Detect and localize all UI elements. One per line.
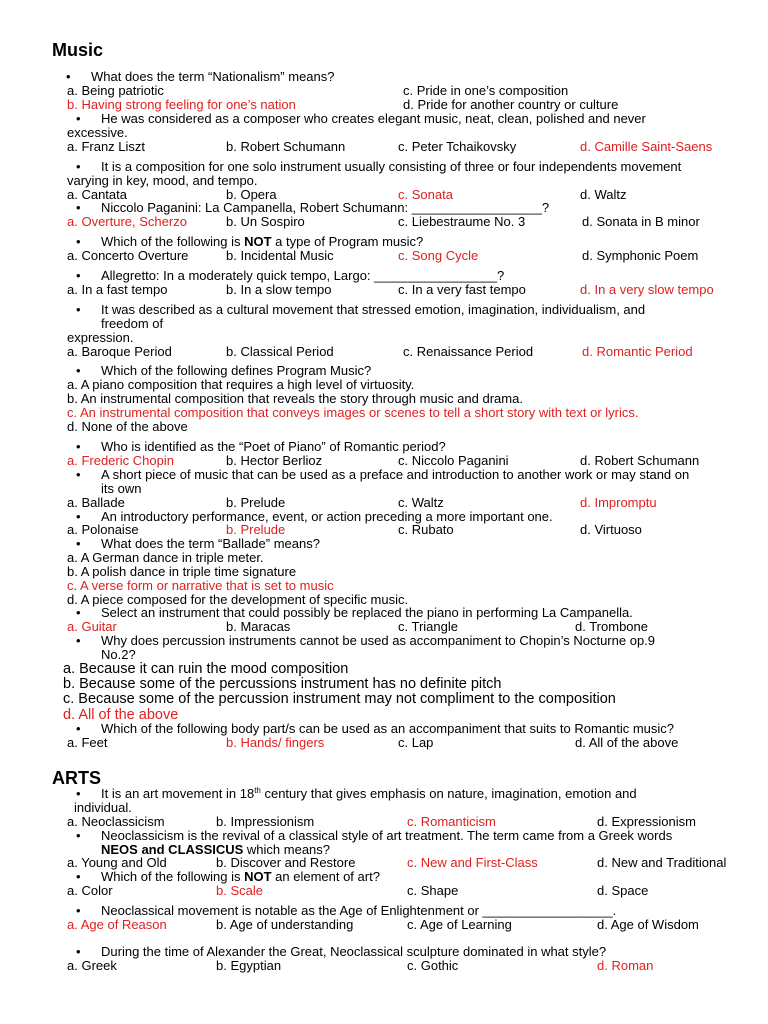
option: b. Prelude bbox=[226, 495, 286, 510]
option: c. Age of Learning bbox=[407, 917, 512, 932]
music-heading: Music bbox=[52, 40, 104, 60]
option: c. Because some of the percussion instrument may not compliment to the composition bbox=[63, 691, 616, 707]
question: • During the time of Alexander the Great, Neoclassical sculpture dominated in what style? bbox=[101, 944, 606, 959]
option: c. In a very fast tempo bbox=[398, 282, 526, 297]
option: d. Sonata in B minor bbox=[582, 214, 700, 229]
option: a. A piano composition that requires a high level of virtuosity. bbox=[67, 377, 415, 392]
correct-option: a. Age of Reason bbox=[67, 917, 167, 932]
option: b. An instrumental composition that reveals the story through music and drama. bbox=[67, 391, 523, 406]
option: d. None of the above bbox=[67, 419, 188, 434]
option: c. Pride in one’s composition bbox=[403, 83, 569, 98]
correct-option: c. New and First-Class bbox=[407, 855, 538, 870]
option: a. A German dance in triple meter. bbox=[67, 550, 264, 565]
option: b. Maracas bbox=[226, 619, 291, 634]
option: b. A polish dance in triple time signature bbox=[67, 564, 297, 579]
correct-option: d. Camille Saint-Saens bbox=[580, 139, 713, 154]
option: b. Egyptian bbox=[216, 958, 282, 973]
option: d. Robert Schumann bbox=[580, 453, 700, 468]
question: • Neoclassicism is the revival of a classical style of art treatment. The term came from a Greek words bbox=[101, 828, 672, 843]
question: • It was described as a cultural movement that stressed emotion, imagination, individualism, and bbox=[101, 302, 645, 317]
option: b. Classical Period bbox=[226, 344, 334, 359]
option: a. Color bbox=[67, 883, 113, 898]
option: b. Incidental Music bbox=[226, 248, 334, 263]
question: • Select an instrument that could possibly be replaced the piano in performing La Campanella. bbox=[101, 605, 633, 620]
option: d. All of the above bbox=[575, 735, 679, 750]
option: b. Discover and Restore bbox=[216, 855, 356, 870]
correct-option: a. Overture, Scherzo bbox=[67, 214, 187, 229]
question-cont: its own bbox=[101, 481, 142, 496]
question-cont: excessive. bbox=[67, 125, 128, 140]
question: • Which of the following is NOT an element of art? bbox=[101, 869, 380, 884]
option: d. Age of Wisdom bbox=[597, 917, 699, 932]
option: a. Being patriotic bbox=[67, 83, 164, 98]
question: • A short piece of music that can be used as a preface and introduction to another work or may stand on bbox=[101, 467, 689, 482]
option: c. Niccolo Paganini bbox=[398, 453, 509, 468]
option: d. Waltz bbox=[580, 187, 627, 202]
option: a. Greek bbox=[67, 958, 117, 973]
option: d. Expressionism bbox=[597, 814, 696, 829]
option: a. Feet bbox=[67, 735, 108, 750]
question-cont: individual. bbox=[74, 800, 132, 815]
correct-option: b. Hands/ fingers bbox=[226, 735, 325, 750]
question: • Niccolo Paganini: La Campanella, Robert Schumann: __________________? bbox=[101, 200, 549, 215]
correct-option: a. Guitar bbox=[67, 619, 117, 634]
question: • Which of the following is NOT a type of Program music? bbox=[101, 234, 423, 249]
correct-option: d. Impromptu bbox=[580, 495, 657, 510]
question: • Which of the following body part/s can be used as an accompaniment that suits to Romantic music? bbox=[101, 721, 674, 736]
option: a. Young and Old bbox=[67, 855, 167, 870]
question: • It is an art movement in 18th century that gives emphasis on nature, imagination, emotion and bbox=[101, 786, 637, 801]
correct-option: c. Song Cycle bbox=[398, 248, 479, 263]
option: c. Renaissance Period bbox=[403, 344, 534, 359]
option: a. Baroque Period bbox=[67, 344, 172, 359]
option: d. Virtuoso bbox=[580, 522, 642, 537]
question: • It is a composition for one solo instrument usually consisting of three or four independents movement bbox=[101, 159, 681, 174]
option: a. Ballade bbox=[67, 495, 125, 510]
question: • What does the term “Ballade” means? bbox=[101, 536, 320, 551]
correct-option: b. Prelude bbox=[226, 522, 286, 537]
option: b. Because some of the percussions instrument has no definite pitch bbox=[63, 676, 502, 692]
option: d. Pride for another country or culture bbox=[403, 97, 619, 112]
correct-option: d. All of the above bbox=[63, 707, 179, 723]
question: • What does the term “Nationalism” means? bbox=[91, 69, 334, 84]
correct-option: d. In a very slow tempo bbox=[580, 282, 714, 297]
option: c. Liebestraume No. 3 bbox=[398, 214, 526, 229]
question-cont: freedom of bbox=[101, 316, 164, 331]
option: a. Concerto Overture bbox=[67, 248, 189, 263]
option: c. Gothic bbox=[407, 958, 459, 973]
option: c. Shape bbox=[407, 883, 459, 898]
question-cont: NEOS and CLASSICUS which means? bbox=[101, 842, 331, 857]
option: c. Lap bbox=[398, 735, 434, 750]
option: b. Un Sospiro bbox=[226, 214, 305, 229]
correct-option: c. Romanticism bbox=[407, 814, 496, 829]
option: d. New and Traditional bbox=[597, 855, 727, 870]
correct-option: b. Scale bbox=[216, 883, 263, 898]
question-cont: expression. bbox=[67, 330, 134, 345]
option: b. Robert Schumann bbox=[226, 139, 346, 154]
option: d. Space bbox=[597, 883, 649, 898]
option: a. In a fast tempo bbox=[67, 282, 168, 297]
option: b. Age of understanding bbox=[216, 917, 354, 932]
question: • An introductory performance, event, or action preceding a more important one. bbox=[101, 509, 553, 524]
option: c. Waltz bbox=[398, 495, 444, 510]
question: • Allegretto: In a moderately quick tempo, Largo: _________________? bbox=[101, 268, 504, 283]
question-cont: varying in key, mood, and tempo. bbox=[67, 173, 258, 188]
option: a. Polonaise bbox=[67, 522, 139, 537]
option: b. Hector Berlioz bbox=[226, 453, 323, 468]
correct-option: c. Sonata bbox=[398, 187, 453, 202]
correct-option: b. Having strong feeling for one’s nation bbox=[67, 97, 296, 112]
question: • Who is identified as the “Poet of Piano” of Romantic period? bbox=[101, 439, 446, 454]
option: d. Trombone bbox=[575, 619, 648, 634]
correct-option: c. A verse form or narrative that is set to music bbox=[67, 578, 334, 593]
option: a. Franz Liszt bbox=[67, 139, 146, 154]
question-cont: No.2? bbox=[101, 647, 136, 662]
option: a. Neoclassicism bbox=[67, 814, 165, 829]
option: a. Cantata bbox=[67, 187, 127, 202]
option: d. Symphonic Poem bbox=[582, 248, 699, 263]
option: b. In a slow tempo bbox=[226, 282, 332, 297]
question: • Which of the following defines Program Music? bbox=[101, 363, 371, 378]
question: • Why does percussion instruments cannot be used as accompaniment to Chopin’s Nocturne op.9 bbox=[101, 633, 655, 648]
correct-option: c. An instrumental composition that conveys images or scenes to tell a short story with text or lyrics. bbox=[67, 405, 639, 420]
option: b. Opera bbox=[226, 187, 277, 202]
correct-option: a. Frederic Chopin bbox=[67, 453, 174, 468]
correct-option: d. Roman bbox=[597, 958, 654, 973]
option: c. Peter Tchaikovsky bbox=[398, 139, 517, 154]
option: d. A piece composed for the development of specific music. bbox=[67, 592, 409, 607]
correct-option: d. Romantic Period bbox=[582, 344, 693, 359]
question: • He was considered as a composer who creates elegant music, neat, clean, polished and never bbox=[101, 111, 646, 126]
option: c. Triangle bbox=[398, 619, 458, 634]
arts-heading: ARTS bbox=[52, 768, 101, 788]
option: c. Rubato bbox=[398, 522, 454, 537]
question: • Neoclassical movement is notable as the Age of Enlightenment or __________________. bbox=[101, 903, 616, 918]
option: b. Impressionism bbox=[216, 814, 315, 829]
option: a. Because it can ruin the mood composition bbox=[63, 661, 349, 677]
